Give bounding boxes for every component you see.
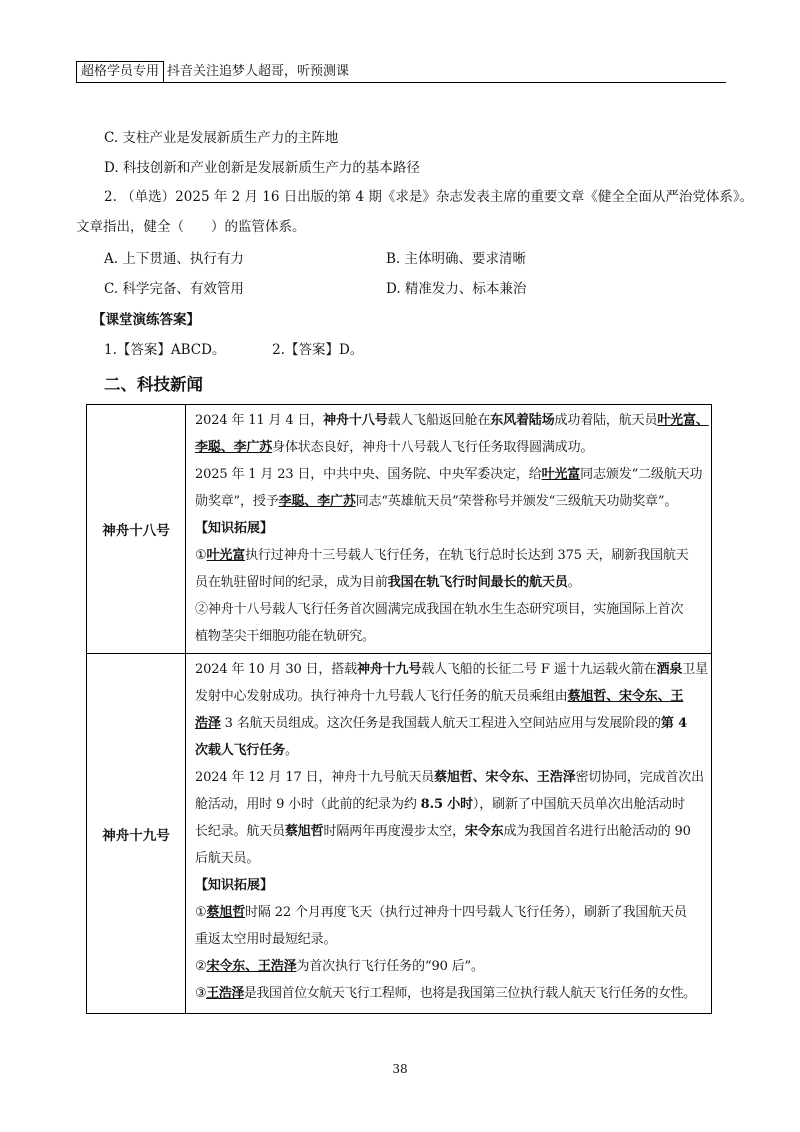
question-2-option-b: B. 主体明确、要求清晰 bbox=[386, 251, 527, 267]
row-label: 神舟十八号 bbox=[87, 405, 186, 654]
keyword: 次载人飞行任务 bbox=[195, 743, 285, 758]
text-line bbox=[195, 407, 707, 434]
text-run: 2024 年 12 月 17 日，神舟十九号航天员 bbox=[195, 770, 435, 785]
header-text: 抖音关注追梦人超哥，听预测课 bbox=[167, 64, 350, 79]
text-run: 2024 年 11 月 4 日， bbox=[195, 413, 324, 428]
text-run: 。 bbox=[567, 575, 581, 590]
text-run: 同志颁发“二级航天功 bbox=[580, 467, 703, 482]
text-line: 重返太空用时最短纪录。 bbox=[195, 932, 337, 947]
answer-1-label: 1.【答案】 bbox=[104, 342, 171, 358]
text-run: ① bbox=[195, 548, 207, 563]
text-line bbox=[195, 683, 707, 710]
astronaut-names: 蔡旭哲、宋令东、王 bbox=[567, 689, 684, 704]
keyword: 8.5 小时 bbox=[420, 797, 473, 812]
text-line bbox=[195, 764, 707, 791]
row-label: 神舟十九号 bbox=[87, 654, 186, 1014]
text-run: 舱活动，用时 9 小时（此前的纪录为约 bbox=[195, 797, 421, 812]
header-badge: 超格学员专用 bbox=[76, 61, 164, 83]
row-content bbox=[186, 405, 712, 654]
page-number: 38 bbox=[392, 1062, 408, 1076]
text-line bbox=[195, 953, 707, 980]
text-run: 载人飞船返回舱在 bbox=[387, 413, 491, 428]
keyword: 神舟十八号 bbox=[323, 413, 388, 428]
answer-1-value: ABCD。 bbox=[170, 342, 226, 358]
text-run: 载人飞船的长征二号 F 遥十九运载火箭在 bbox=[421, 662, 657, 677]
text-run: ② bbox=[195, 959, 207, 974]
table-row bbox=[87, 405, 712, 654]
text-run: 发射中心发射成功。执行神舟十九号载人飞行任务的航天员乘组由 bbox=[195, 689, 568, 704]
text-run: 员在轨驻留时间的纪录，成为目前 bbox=[195, 575, 388, 590]
answers-line bbox=[104, 340, 363, 360]
text-run: 身体状态良好，神舟十八号载人飞行任务取得圆满成功。 bbox=[272, 440, 594, 455]
section-title: 二、科技新闻 bbox=[104, 375, 203, 394]
text-run: 同志“英雄航天员”荣誉称号并颁发“三级航天功勋奖章”。 bbox=[355, 494, 678, 509]
text-run: 卫星 bbox=[682, 662, 708, 677]
astronaut-names: 蔡旭哲、宋令东、王浩泽 bbox=[434, 770, 576, 785]
text-run: 成功着陆，航天员 bbox=[554, 413, 658, 428]
astronaut-names: 叶光富、 bbox=[657, 413, 709, 428]
astronaut-names: 叶光富 bbox=[541, 467, 581, 482]
text-line bbox=[195, 899, 707, 926]
table-row bbox=[87, 654, 712, 1014]
news-table bbox=[86, 404, 712, 1014]
question-2-line-2: 文章指出，健全（ ）的监管体系。 bbox=[76, 219, 306, 235]
text-run: 。 bbox=[284, 743, 298, 758]
astronaut-names: 李聪、李广苏 bbox=[195, 440, 273, 455]
text-line bbox=[195, 710, 707, 737]
text-line: 后航天员。 bbox=[195, 851, 260, 866]
option-c-prev: C. 支柱产业是发展新质生产力的主阵地 bbox=[104, 130, 339, 146]
text-run: ③ bbox=[195, 986, 207, 1001]
text-run: 是我国首位女航天飞行工程师，也将是我国第三位执行载人航天飞行任务的女性。 bbox=[243, 986, 696, 1001]
option-d-prev: D. 科技创新和产业创新是发展新质生产力的基本路径 bbox=[104, 160, 420, 176]
text-run: 时隔 22 个月再度飞天（执行过神舟十四号载人飞行任务），刷新了我国航天员 bbox=[245, 905, 687, 920]
answers-heading: 【课堂演练答案】 bbox=[92, 312, 200, 328]
keyword: 神舟十九号 bbox=[356, 662, 422, 677]
keyword: 酒泉 bbox=[656, 662, 683, 677]
text-run: 2025 年 1 月 23 日，中共中央、国务院、中央军委决定，给 bbox=[195, 467, 542, 482]
answer-2-label: 2.【答案】 bbox=[272, 342, 339, 358]
text-run: 为首次执行飞行任务的“90 后”。 bbox=[296, 959, 484, 974]
text-line bbox=[195, 791, 707, 818]
text-line bbox=[195, 656, 707, 683]
text-run: 长纪录。航天员 bbox=[195, 824, 285, 839]
text-line bbox=[195, 488, 707, 515]
text-line bbox=[195, 569, 707, 596]
text-run: 执行过神舟十三号载人飞行任务，在轨飞行总时长达到 375 天，刷新我国航天 bbox=[245, 548, 689, 563]
text-line: ②神舟十八号载人飞行任务首次圆满完成我国在轨水生生态研究项目，实施国际上首次 bbox=[195, 602, 684, 617]
text-line bbox=[195, 980, 707, 1007]
question-2-line-1: 2. （单选）2025 年 2 月 16 日出版的第 4 期《求是》杂志发表主席的重要文章《健全全面从严治党体系》。 bbox=[104, 189, 754, 205]
text-line: 植物茎尖干细胞功能在轨研究。 bbox=[195, 629, 375, 644]
text-line bbox=[195, 737, 707, 764]
header-divider bbox=[76, 82, 726, 83]
question-2-option-c: C. 科学完备、有效管用 bbox=[104, 281, 244, 297]
text-line bbox=[195, 434, 707, 461]
astronaut-names: 浩泽 bbox=[195, 716, 221, 731]
knowledge-heading: 【知识拓展】 bbox=[195, 521, 274, 536]
text-run: 勋奖章”，授予 bbox=[195, 494, 279, 509]
text-line bbox=[195, 542, 707, 569]
astronaut-names: 李聪、李广苏 bbox=[278, 494, 356, 509]
astronaut-names: 宋令东 bbox=[464, 824, 504, 839]
astronaut-names: 王浩泽 bbox=[206, 986, 244, 1001]
row-content bbox=[186, 654, 712, 1014]
keyword: 我国在轨飞行时间最长的航天员 bbox=[387, 575, 568, 590]
astronaut-names: 叶光富 bbox=[206, 548, 246, 563]
text-run: 3 名航天员组成。这次任务是我国载人航天工程进入空间站应用与发展阶段的 bbox=[220, 716, 661, 731]
text-run: 2024 年 10 月 30 日，搭载 bbox=[195, 662, 357, 677]
text-line bbox=[195, 461, 707, 488]
knowledge-heading: 【知识拓展】 bbox=[195, 878, 274, 893]
text-run: ），刷新了中国航天员单次出舱活动时 bbox=[472, 797, 685, 812]
keyword: 东风着陆场 bbox=[490, 413, 555, 428]
answer-2-value: D。 bbox=[338, 342, 364, 358]
astronaut-names: 宋令东、王浩泽 bbox=[206, 959, 297, 974]
astronaut-names: 蔡旭哲 bbox=[206, 905, 246, 920]
astronaut-names: 蔡旭哲 bbox=[284, 824, 324, 839]
text-line bbox=[195, 818, 707, 845]
question-2-option-d: D. 精准发力、标本兼治 bbox=[386, 281, 527, 297]
keyword: 第 4 bbox=[660, 716, 687, 731]
text-run: 时隔两年再度漫步太空， bbox=[323, 824, 465, 839]
text-run: 成为我国首名进行出舱活动的 90 bbox=[503, 824, 691, 839]
text-run: ① bbox=[195, 905, 207, 920]
text-run: 密切协同，完成首次出 bbox=[575, 770, 704, 785]
question-2-option-a: A. 上下贯通、执行有力 bbox=[104, 251, 244, 267]
page-header bbox=[76, 61, 349, 83]
